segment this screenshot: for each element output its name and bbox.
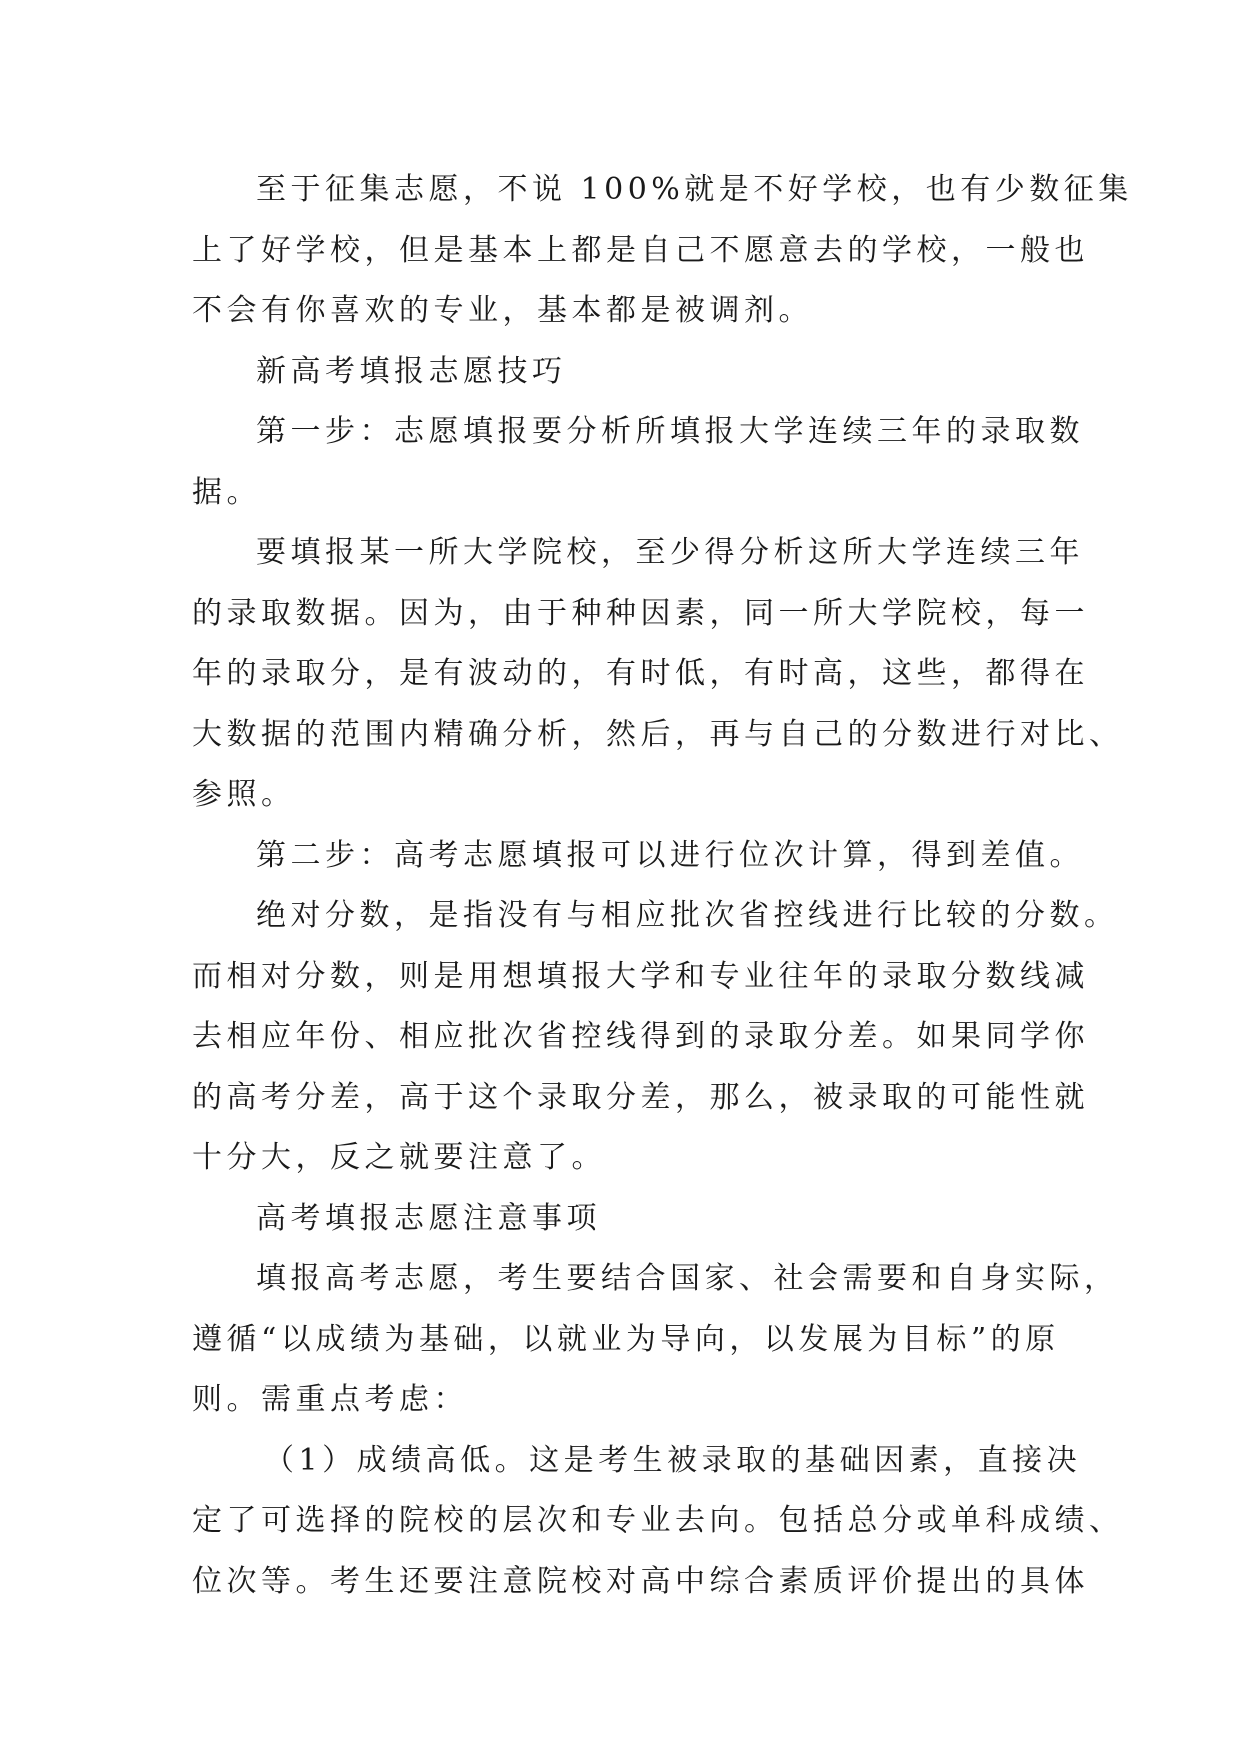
paragraph-line: 不会有你喜欢的专业，基本都是被调剂。: [192, 293, 813, 328]
paragraph-line: 去相应年份、相应批次省控线得到的录取分差。如果同学你: [192, 1019, 1089, 1054]
paragraph-line: 参照。: [192, 777, 296, 812]
paragraph-line: 的录取数据。因为，由于种种因素，同一所大学院校，每一: [192, 595, 1089, 631]
section-heading: 新高考填报志愿技巧: [256, 353, 567, 389]
paragraph-line: 要填报某一所大学院校，至少得分析这所大学连续三年: [256, 535, 1084, 570]
paragraph-line: 年的录取分，是有波动的，有时低，有时高，这些，都得在: [192, 656, 1089, 691]
paragraph-line: 第一步：志愿填报要分析所填报大学连续三年的录取数: [256, 414, 1084, 449]
paragraph-line: 大数据的范围内精确分析，然后，再与自己的分数进行对比、: [192, 716, 1124, 752]
paragraph-line: 十分大，反之就要注意了。: [192, 1140, 606, 1175]
paragraph-line: 则。需重点考虑：: [192, 1382, 468, 1417]
paragraph-line: 据。: [192, 474, 261, 510]
paragraph-line: 的高考分差，高于这个录取分差，那么，被录取的可能性就: [192, 1079, 1089, 1115]
list-item-line: 定了可选择的院校的层次和专业去向。包括总分或单科成绩、: [192, 1503, 1124, 1538]
paragraph-line: 上了好学校，但是基本上都是自己不愿意去的学校，一般也: [192, 232, 1089, 268]
paragraph-line: 至于征集志愿，不说 100%就是不好学校，也有少数征集: [256, 172, 1133, 207]
section-heading: 高考填报志愿注意事项: [256, 1200, 601, 1236]
paragraph-line: 遵循“以成绩为基础，以就业为导向，以发展为目标”的原: [192, 1321, 1060, 1357]
list-item-line: （1）成绩高低。这是考生被录取的基础因素，直接决: [264, 1442, 1082, 1478]
paragraph-line: 而相对分数，则是用想填报大学和专业往年的录取分数线减: [192, 958, 1089, 994]
paragraph-line: 第二步：高考志愿填报可以进行位次计算，得到差值。: [256, 837, 1084, 873]
list-item-line: 位次等。考生还要注意院校对高中综合素质评价提出的具体: [192, 1563, 1089, 1599]
document-body: [192, 160, 1133, 1612]
paragraph-line: 绝对分数，是指没有与相应批次省控线进行比较的分数。: [256, 898, 1119, 933]
paragraph-line: 填报高考志愿，考生要结合国家、社会需要和自身实际，: [256, 1261, 1119, 1296]
